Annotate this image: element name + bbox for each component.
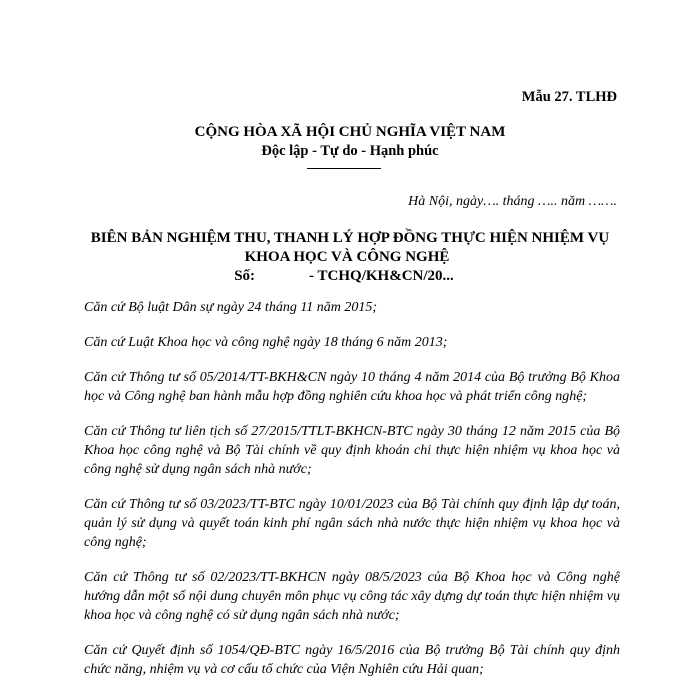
- title-line-1: BIÊN BẢN NGHIỆM THU, THANH LÝ HỢP ĐỒNG THỰC HIỆN NHIỆM VỤ: [90, 230, 610, 246]
- legal-basis-paragraph: Căn cứ Luật Khoa học và công nghệ ngày 18 tháng 6 năm 2013;: [84, 335, 448, 350]
- motto: Độc lập - Tự do - Hạnh phúc: [261, 143, 439, 159]
- legal-basis-paragraph: Căn cứ Quyết định số 1054/QĐ-BTC ngày 16/5/2016 của Bộ trưởng Bộ Tài chính quy định chức năng, nhiệm vụ và cơ cấu tổ chức của Viện Nghiên cứu Hải quan;: [84, 643, 620, 677]
- place-date: Hà Nội, ngày…. tháng ….. năm …….: [408, 194, 617, 209]
- national-header: [0, 123, 700, 169]
- legal-basis-paragraph: Căn cứ Thông tư số 03/2023/TT-BTC ngày 10/01/2023 của Bộ Tài chính quy định lập dự toán, quản lý sử dụng và quyết toán kinh phí ngân sách nhà nước thực hiện nhiệm vụ khoa học và công nghệ;: [84, 497, 620, 550]
- number-label: Số:: [234, 268, 256, 284]
- title-line-2: KHOA HỌC VÀ CÔNG NGHỆ: [244, 249, 450, 265]
- legal-basis-paragraph: Căn cứ Thông tư số 02/2023/TT-BKHCN ngày 08/5/2023 của Bộ Khoa học và Công nghệ hướng dẫn một số nội dung chuyên môn phục vụ công tác xây dựng dự toán thực hiện nhiệm vụ khoa học và công nghệ có sử dụng ngân sách nhà nước;: [84, 570, 620, 623]
- form-code: Mẫu 27. TLHĐ: [521, 89, 617, 105]
- document-number: [0, 267, 694, 286]
- header-underline: [307, 168, 381, 169]
- nation-name: CỘNG HÒA XÃ HỘI CHỦ NGHĨA VIỆT NAM: [194, 124, 506, 140]
- legal-basis-paragraph: Căn cứ Thông tư liên tịch số 27/2015/TTLT-BKHCN-BTC ngày 30 tháng 12 năm 2015 của Bộ Khoa học công nghệ và Bộ Tài chính về quy định khoán chi thực hiện nhiệm vụ khoa học và công nghệ sử dụng ngân sách nhà nước;: [84, 424, 620, 477]
- legal-basis-paragraph: Căn cứ Bộ luật Dân sự ngày 24 tháng 11 năm 2015;: [84, 300, 378, 315]
- number-value: - TCHQ/KH&CN/20...: [309, 268, 454, 284]
- legal-bases: [84, 298, 620, 695]
- document-title: [0, 229, 700, 286]
- legal-basis-paragraph: Căn cứ Thông tư số 05/2014/TT-BKH&CN ngày 10 tháng 4 năm 2014 của Bộ trưởng Bộ Khoa học và Công nghệ ban hành mẫu hợp đồng nghiên cứu khoa học và phát triển công nghệ;: [84, 370, 620, 404]
